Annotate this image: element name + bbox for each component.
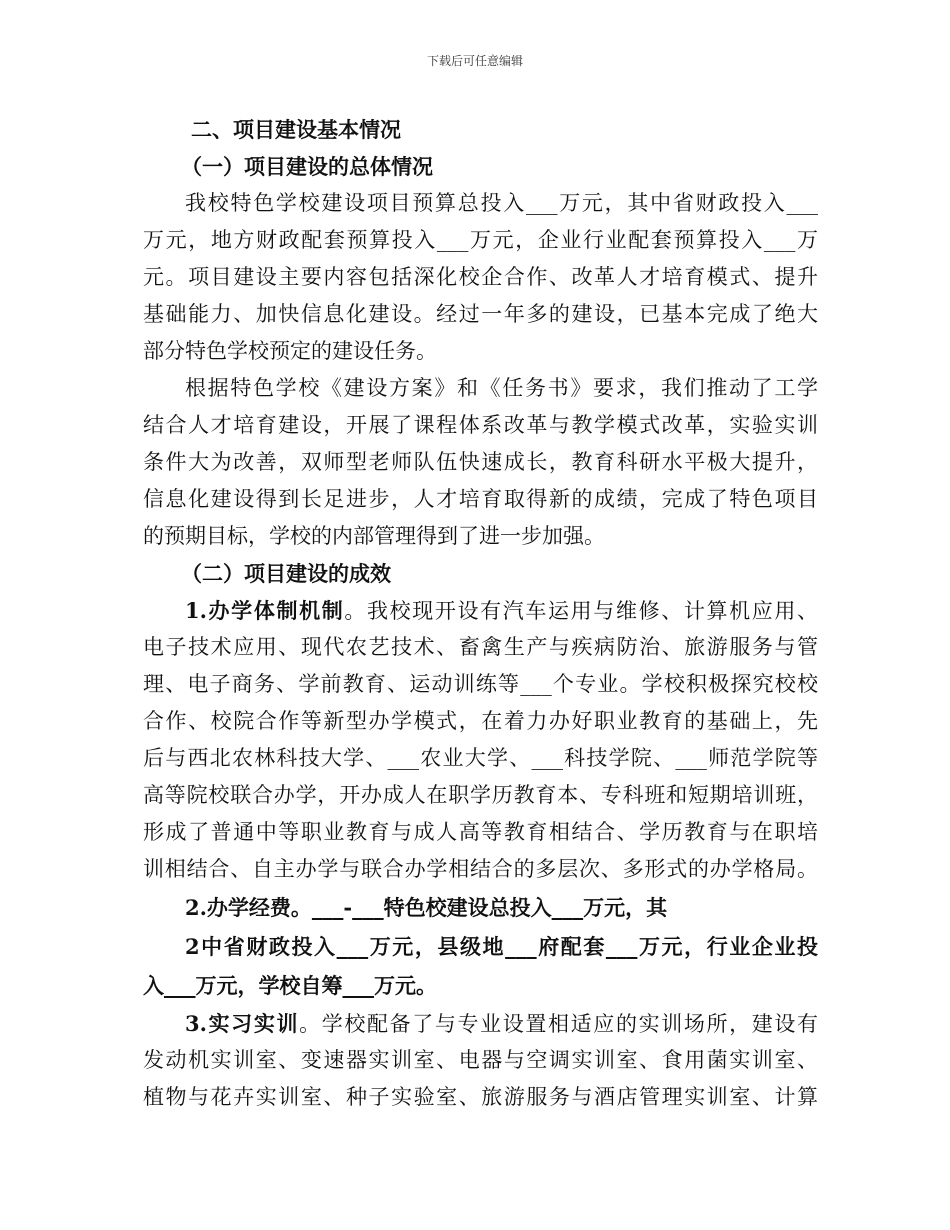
paragraph-line: 基础能力、加快信息化建设。经过一年多的建设，已基本完成了绝大 — [143, 302, 818, 326]
paragraph-line: 的预期目标，学校的内部管理得到了进一步加强。 — [143, 524, 605, 548]
item-text: 。学校配备了与专业设置相适应的实训场所，建设有 — [299, 1012, 818, 1036]
paragraph-line: 后与西北农林科技大学、___农业大学、___科技学院、___师范学院等 — [143, 746, 818, 770]
item-title: 1.办学体制机制 — [185, 598, 345, 623]
paragraph-line: 形成了普通中等职业教育与成人高等教育相结合、学历教育与在职培 — [143, 820, 818, 844]
subsection-heading: （一）项目建设的总体情况 — [181, 154, 433, 179]
item-title: 3.实习实训 — [185, 1011, 300, 1036]
paragraph-line: 元。项目建设主要内容包括深化校企合作、改革人才培育模式、提升 — [143, 265, 818, 289]
paragraph-line: 合作、校院合作等新型办学模式，在着力办好职业教育的基础上，先 — [143, 709, 818, 733]
paragraph-line: 2.办学经费。___-___特色校建设总投入___万元，其 — [185, 895, 668, 920]
paragraph-line: 信息化建设得到长足进步，人才培育取得新的成绩，完成了特色项目 — [143, 487, 818, 511]
paragraph-line: 理、电子商务、学前教育、运动训练等___个专业。学校积极探究校校 — [143, 672, 818, 696]
paragraph-line: 发动机实训室、变速器实训室、电器与空调实训室、食用菌实训室、 — [143, 1048, 818, 1072]
paragraph-line: 我校特色学校建设项目预算总投入___万元，其中省财政投入___ — [185, 191, 818, 215]
paragraph-line: 结合人才培育建设，开展了课程体系改革与教学模式改革，实验实训 — [143, 413, 818, 437]
paragraph-line: 部分特色学校预定的建设任务。 — [143, 339, 437, 363]
section-heading: 二、项目建设基本情况 — [191, 117, 401, 142]
paragraph-line: 电子技术应用、现代农艺技术、畜禽生产与疾病防治、旅游服务与管 — [143, 635, 818, 659]
subsection-heading: （二）项目建设的成效 — [181, 561, 391, 586]
item-text: 。我校现开设有汽车运用与维修、计算机应用、 — [344, 599, 818, 623]
paragraph-line: 植物与花卉实训室、种子实验室、旅游服务与酒店管理实训室、计算 — [143, 1085, 818, 1109]
page-header: 下载后可任意编辑 — [426, 54, 523, 68]
paragraph-line: 高等院校联合办学，开办成人在职学历教育本、专科班和短期培训班， — [143, 783, 818, 807]
paragraph-line: 条件大为改善，双师型老师队伍快速成长，教育科研水平极大提升， — [143, 450, 818, 474]
paragraph-line: 入___万元，学校自筹___万元。 — [143, 973, 437, 998]
paragraph-line: 根据特色学校《建设方案》和《任务书》要求，我们推动了工学 — [185, 376, 818, 400]
paragraph-line: 万元，地方财政配套预算投入___万元，企业行业配套预算投入___万 — [143, 228, 818, 252]
paragraph-line — [143, 1005, 818, 1042]
document-body — [143, 111, 818, 1116]
paragraph-line — [143, 592, 818, 629]
paragraph-line: 2中省财政投入___万元，县级地___府配套___万元，行业企业投 — [185, 934, 818, 959]
paragraph-line: 训相结合、自主办学与联合办学相结合的多层次、多形式的办学格局。 — [143, 857, 818, 881]
